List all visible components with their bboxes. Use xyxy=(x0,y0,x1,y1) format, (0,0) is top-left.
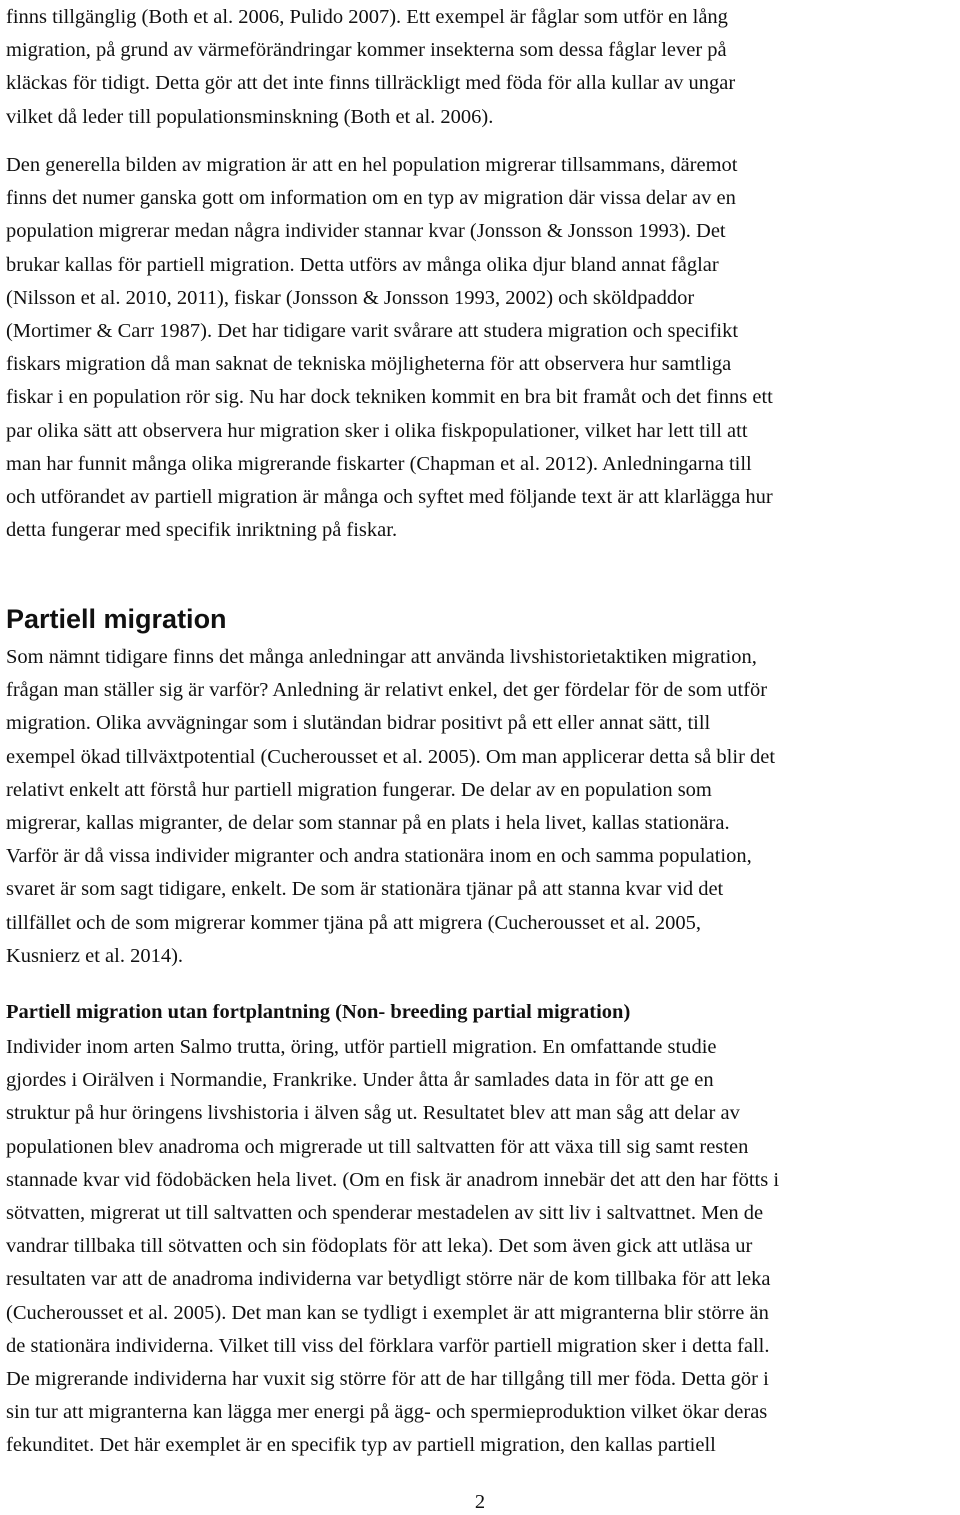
text-line: sin tur att migranterna kan lägga mer energi på ägg- och spermieproduktion vilket ökar deras xyxy=(6,1401,768,1424)
text-line: De migrerande individerna har vuxit sig större för att de har tillgång till mer föda. Detta gör i xyxy=(6,1368,769,1391)
text-line: stannade kvar vid födobäcken hela livet. (Om en fisk är anadrom innebär det att den har fötts i xyxy=(6,1168,780,1191)
text-line: Individer inom arten Salmo trutta, öring, utför partiell migration. En omfattande studie xyxy=(6,1036,717,1058)
text-line: populationen blev anadroma och migrerade ut till saltvatten för att växa till sig samt resten xyxy=(6,1135,749,1158)
text-line: resultaten var att de anadroma individerna var betydligt större när de kom tillbaka för att leka xyxy=(6,1268,771,1291)
paragraph-intro-continued xyxy=(6,1,956,134)
text-line: migration, på grund av värmeförändringar kommer insekterna som dessa fåglar lever på xyxy=(6,39,727,62)
paragraph-partiell-migration xyxy=(6,641,956,973)
text-line: population migrerar medan några individer stannar kvar (Jonsson & Jonsson 1993). Det xyxy=(6,220,726,243)
text-line: man har funnit många olika migrerande fiskarter (Chapman et al. 2012). Anledningarna till xyxy=(6,452,752,475)
text-line: migration. Olika avvägningar som i slutändan bidrar positivt på ett eller annat sätt, till xyxy=(6,712,711,735)
text-line: finns tillgänglig (Both et al. 2006, Pulido 2007). Ett exempel är fåglar som utför en lång xyxy=(6,6,728,28)
text-line: par olika sätt att observera hur migration sker i olika fiskpopulationer, vilket har lett till att xyxy=(6,419,748,442)
text-line: relativt enkelt att förstå hur partiell migration fungerar. De delar av en population som xyxy=(6,778,712,801)
text-line: finns det numer ganska gott om information om en typ av migration där vissa delar av en xyxy=(6,187,736,210)
text-line: tillfället och de som migrerar kommer tjäna på att migrera (Cucherousset et al. 2005, xyxy=(6,911,702,934)
section-heading-partiell-migration: Partiell migration xyxy=(6,604,227,634)
text-line: Den generella bilden av migration är att en hel population migrerar tillsammans, däremot xyxy=(6,154,738,176)
text-line: brukar kallas för partiell migration. Detta utförs av många olika djur bland annat fåglar xyxy=(6,253,719,276)
text-line: Som nämnt tidigare finns det många anledningar att använda livshistorietaktiken migration, xyxy=(6,646,757,668)
text-line: detta fungerar med specifik inriktning på fiskar. xyxy=(6,519,398,542)
text-line: de stationära individerna. Vilket till viss del förklara varför partiell migration sker i detta fall. xyxy=(6,1334,770,1357)
text-line: (Mortimer & Carr 1987). Det har tidigare varit svårare att studera migration och specifikt xyxy=(6,320,739,343)
text-line: Kusnierz et al. 2014). xyxy=(6,944,184,967)
text-line: Varför är då vissa individer migranter och andra stationära inom en och samma population, xyxy=(6,845,752,868)
paragraph-general-migration xyxy=(6,149,956,547)
paragraph-salmo-trutta xyxy=(6,1031,956,1463)
text-line: frågan man ställer sig är varför? Anledning är relativt enkel, det ger fördelar för de som utför xyxy=(6,679,768,702)
text-line: sötvatten, migrerat ut till saltvatten och spenderar mestadelen av sitt liv i saltvattnet. Men de xyxy=(6,1202,764,1225)
text-line: struktur på hur öringens livshistoria i älven såg ut. Resultatet blev att man såg att delar av xyxy=(6,1102,740,1125)
text-line: vilket då leder till populationsminskning (Both et al. 2006). xyxy=(6,105,494,128)
text-line: exempel ökad tillväxtpotential (Cucherousset et al. 2005). Om man applicerar detta så blir det xyxy=(6,745,776,768)
text-line: (Cucherousset et al. 2005). Det man kan se tydligt i exemplet är att migranterna blir större än xyxy=(6,1301,769,1324)
text-line: och utförandet av partiell migration är många och syftet med följande text är att klarlägga hur xyxy=(6,486,773,509)
text-line: fiskar i en population rör sig. Nu har dock tekniken kommit en bra bit framåt och det finns ett xyxy=(6,386,773,409)
text-line: svaret är som sagt tidigare, enkelt. De som är stationära tjänar på att stanna kvar vid det xyxy=(6,878,724,901)
text-line: vandrar tillbaka till sötvatten och sin födoplats för att leka). Det som även gick att utläsa ur xyxy=(6,1235,753,1258)
page-number: 2 xyxy=(474,1491,486,1513)
subsection-heading-non-breeding: Partiell migration utan fortplantning (Non- breeding partial migration) xyxy=(6,1001,631,1023)
text-line: migrerar, kallas migranter, de delar som stannar på en plats i hela livet, kallas stationära. xyxy=(6,812,730,835)
text-line: (Nilsson et al. 2010, 2011), fiskar (Jonsson & Jonsson 1993, 2002) och sköldpaddor xyxy=(6,286,695,309)
text-line: fekunditet. Det här exemplet är en specifik typ av partiell migration, den kallas partiell xyxy=(6,1434,716,1457)
text-line: gjordes i Oirälven i Normandie, Frankrike. Under åtta år samlades data in för att ge en xyxy=(6,1069,714,1092)
text-line: fiskars migration då man saknat de tekniska möjligheterna för att observera hur samtliga xyxy=(6,353,732,376)
text-line: kläckas för tidigt. Detta gör att det inte finns tillräckligt med föda för alla kullar av ungar xyxy=(6,72,736,95)
